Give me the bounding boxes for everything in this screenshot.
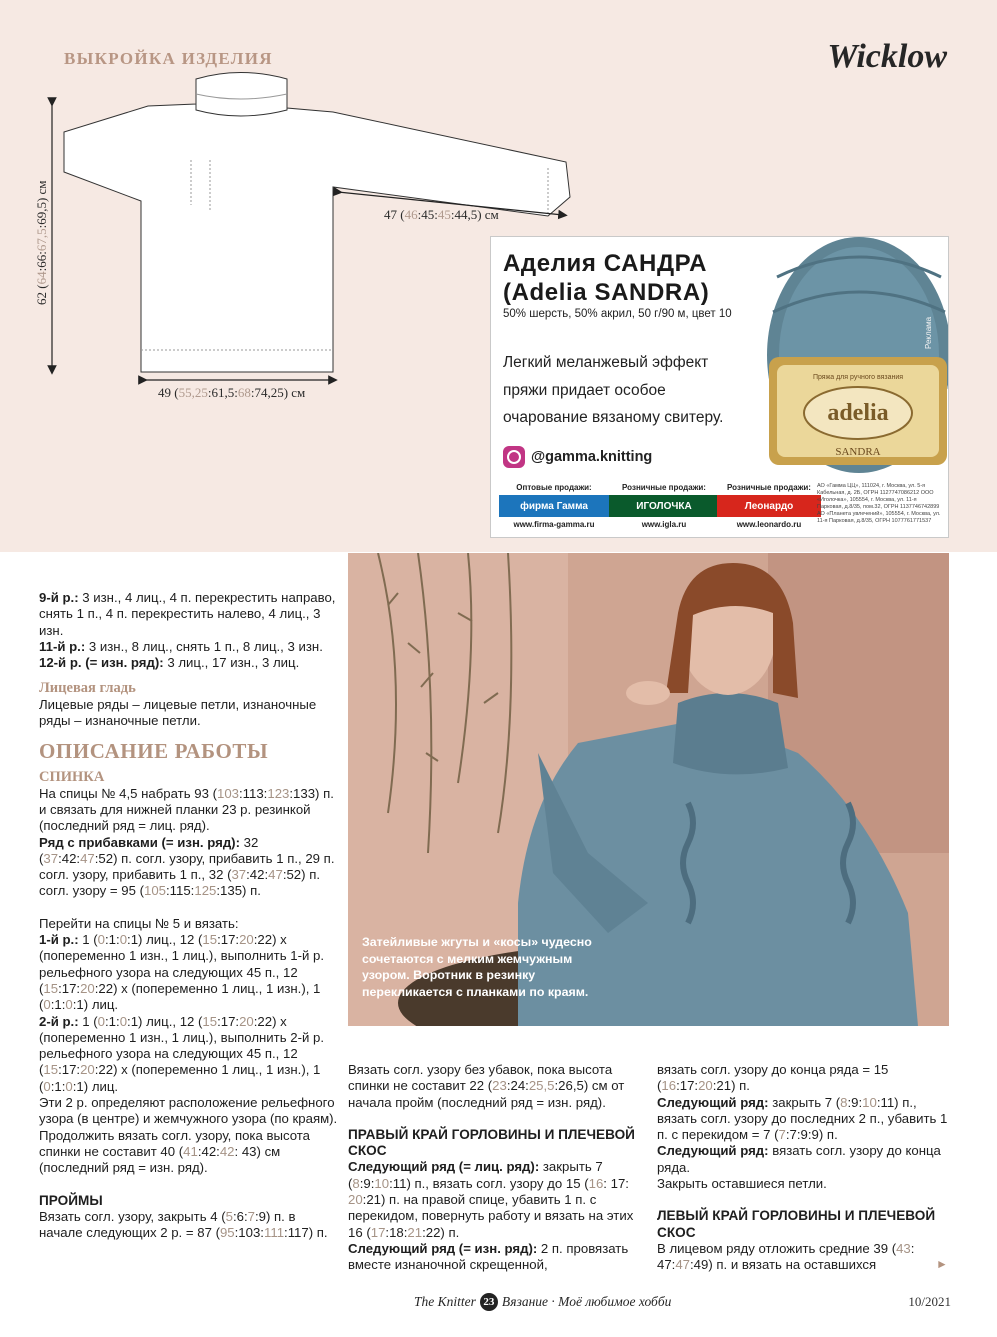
- without-decreases: Вязать согл. узору без убавок, пока высота спинки не составит 22 (23:24:25,5:26,5) см от начала пройм (последний ряд = изн. ряд).: [348, 1062, 625, 1110]
- svg-text:adelia: adelia: [827, 400, 889, 426]
- continue-arrow-icon: ►: [936, 1257, 948, 1271]
- retailer-leonardo: Розничные продажи: Леонардо www.leonardo.ru: [717, 483, 821, 529]
- next-row-2: Следующий ряд: вязать согл. узору до конца ряда.: [657, 1143, 941, 1175]
- ad-composition: 50% шерсть, 50% акрил, 50 г/90 м, цвет 10: [503, 308, 732, 320]
- row-11: 11-й р.: 3 изн., 8 лиц., снять 1 п., 8 лиц., 3 изн.: [39, 638, 323, 654]
- work-title: ОПИСАНИЕ РАБОТЫ: [39, 739, 269, 764]
- left-neck-text: В лицевом ряду отложить средние 39 (43: 47:47:49) п. и вязать на оставшихся: [657, 1240, 915, 1273]
- svg-text:SANDRA: SANDRA: [835, 446, 881, 458]
- length-dimension: 62 (64:66:67,5:69,5) см: [34, 180, 49, 305]
- ad-title: Аделия САНДРА (Adelia SANDRA): [503, 250, 710, 306]
- retailer-igolochka: Розничные продажи: ИГОЛОЧКА www.igla.ru: [609, 483, 719, 529]
- continue-back: Продолжить вязать согл. узору, пока высота спинки не составит 40 (41:42:42: 43) см (последний ряд = изн. ряд).: [39, 1127, 310, 1176]
- right-neck-row-1: Следующий ряд (= лиц. ряд): закрыть 7 (8:9:10:11) п., вязать согл. узору до 15 (16: 17: 20:21) п. на правой спице, убавить 1 п. с перекидом, повернуть работу и вязать на этих 16 (17:18:21:22) п.: [348, 1159, 634, 1240]
- row-1: 1-й р.: 1 (0:1:0:1) лиц., 12 (15:17:20:22) х (попеременно 1 изн., 1 лиц.), выполнить 1-й р. рельефного узора на следующих 45 п., 12 (15:17:20:22) х (попеременно 1 лиц., 1 изн.), 1 (0:1:0:1) лиц.: [39, 932, 324, 1013]
- armholes-title: ПРОЙМЫ: [39, 1192, 103, 1208]
- page-number: 23: [480, 1293, 498, 1311]
- pattern-note: Эти 2 р. определяют расположение рельефного узора (в центре) и жемчужного узора (по краям).: [39, 1095, 338, 1127]
- right-neck-title: ПРАВЫЙ КРАЙ ГОРЛОВИНЫ И ПЛЕЧЕВОЙ СКОС: [348, 1126, 635, 1159]
- magazine-tagline: Вязание · Моё любимое хобби: [501, 1294, 672, 1309]
- yarn-skein-image: [763, 237, 948, 477]
- column-3: [657, 1062, 952, 1274]
- row-9: 9-й р.: 3 изн., 4 лиц., 4 п. перекрестить направо, снять 1 п., 4 п. перекрестить налево, 4 лиц., 3 изн.: [39, 590, 336, 638]
- back-title: СПИНКА: [39, 769, 105, 786]
- svg-text:Реклама: Реклама: [924, 316, 933, 349]
- to-end-of-row: вязать согл. узору до конца ряда = 15 (16:17:20:21) п.: [657, 1062, 889, 1094]
- stitch-text: Лицевые ряды – лицевые петли, изнаночные ряды – изнаночные петли.: [39, 696, 317, 729]
- row-2: 2-й р.: 1 (0:1:0:1) лиц., 12 (15:17:20:22) х (попеременно 1 изн., 1 лиц.), выполнить 2-й р. рельефного узора на следующих 45 п., 12 (15:17:20:22) х (попеременно 1 лиц., 1 изн.), 1 (0:1:0:1) лиц.: [39, 1013, 324, 1094]
- back-cast-on: На спицы № 4,5 набрать 93 (103:113:123:133) п. и связать для нижней планки 23 р. резинкой (последний ряд = лиц. ряд).: [39, 785, 334, 834]
- yarn-advertisement: [490, 236, 949, 538]
- photo-caption: Затейливые жгуты и «косы» чудесно сочетаются с мелким жемчужным узором. Воротник в резинку перекликается с планками по краям.: [362, 935, 592, 999]
- bind-off: Закрыть оставшиеся петли.: [657, 1176, 827, 1192]
- magazine-name: The Knitter: [414, 1294, 476, 1309]
- stitch-title: Лицевая гладь: [39, 680, 136, 697]
- column-1: [39, 590, 339, 1241]
- instagram-icon: [503, 446, 525, 468]
- width-dimension: 49 (55,25:61,5:68:74,25) см: [158, 385, 306, 400]
- armholes-text: Вязать согл. узору, закрыть 4 (5:6:7:9) п. в начале следующих 2 р. = 87 (95:103:111:117) п.: [39, 1208, 328, 1241]
- section-label: ВЫКРОЙКА ИЗДЕЛИЯ: [64, 49, 273, 68]
- sleeve-dimension: 47 (46:45:45:44,5) см: [384, 207, 499, 222]
- right-neck-row-2: Следующий ряд (= изн. ряд): 2 п. провязать вместе изнаночной скрещенной,: [348, 1240, 629, 1273]
- ad-legal-text: АО «Гамма ЦЦ», 111024, г. Москва, ул. 5-я Кабельная, д. 2Б, ОГРН 1127747086212 ООО «Иголочка», 105554, г. Москва, ул. 11-я Парковая, д.8/35, пом.32, ОГРН 1137746742899 АО «Планета увлечений», 105554, г. Москва, ул. 11-я Парковая, д.8/35, ОГРН 1077761771537: [817, 483, 941, 524]
- left-neck-title: ЛЕВЫЙ КРАЙ ГОРЛОВИНЫ И ПЛЕЧЕВОЙ СКОС: [657, 1208, 936, 1240]
- next-row-1: Следующий ряд: закрыть 7 (8:9:10:11) п., вязать согл. узору до последних 2 п., убавить 1 п. с перекидом = 7 (7:7:9:9) п.: [657, 1094, 948, 1143]
- svg-text:Пряжа для ручного вязания: Пряжа для ручного вязания: [812, 374, 904, 381]
- switch-needles: Перейти на спицы № 5 и вязать:: [39, 915, 239, 931]
- ad-description: Легкий меланжевый эффект пряжи придает особое очарование вязаному свитеру.: [503, 354, 724, 426]
- row-12: 12-й р. (= изн. ряд): 3 лиц., 17 изн., 3 лиц.: [39, 655, 300, 671]
- instagram-handle[interactable]: @gamma.knitting: [503, 446, 652, 468]
- issue-number: 10/2021: [908, 1294, 951, 1309]
- increase-row: Ряд с прибавками (= изн. ряд): 32 (37:42:47:52) п. согл. узору, прибавить 1 п., 29 п. согл. узору, прибавить 1 п., 32 (37:42:47:52) п. согл. узору = 95 (105:115:125:135) п.: [39, 834, 335, 899]
- footer: [414, 1293, 671, 1311]
- retailer-gamma: Оптовые продажи: фирма Гамма www.firma-gamma.ru: [499, 483, 609, 529]
- brand-title: Wicklow: [827, 38, 947, 75]
- column-2: [348, 1062, 643, 1274]
